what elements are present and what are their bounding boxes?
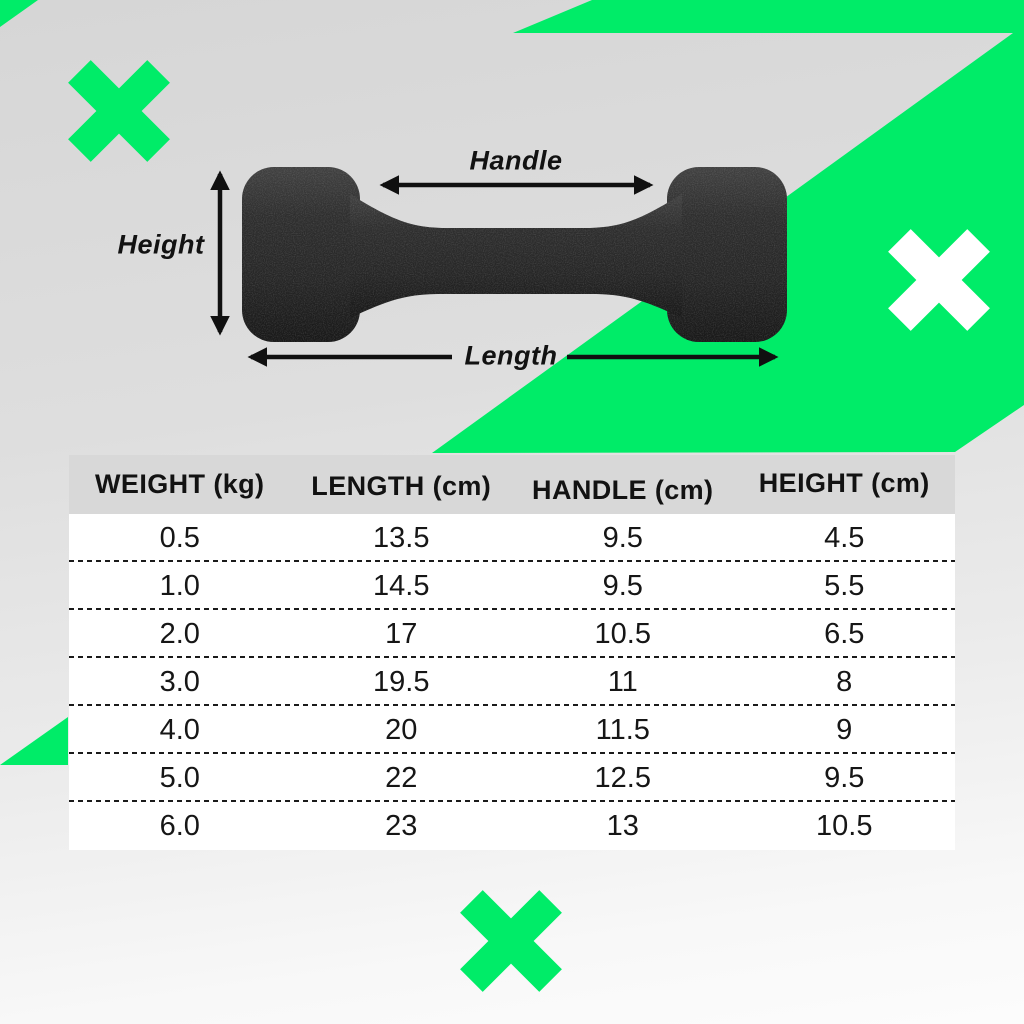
- cell-height: 6.5: [824, 617, 865, 650]
- cell-weight: 3.0: [159, 665, 200, 698]
- table-row: [69, 754, 955, 802]
- table-row: [69, 706, 955, 754]
- cell-handle: 9.5: [602, 569, 643, 602]
- cell-length: 14.5: [373, 569, 430, 602]
- length-label: Length: [464, 340, 558, 371]
- cell-height: 10.5: [816, 809, 873, 842]
- cell-length: 20: [385, 713, 418, 746]
- bottom-green-cross-icon: [432, 862, 590, 1020]
- cell-height: 9.5: [824, 761, 865, 794]
- spec-table-header-row: [69, 455, 955, 514]
- top-left-corner-triangle: [0, 0, 38, 27]
- cell-handle: 13: [606, 809, 639, 842]
- spec-table-body: [69, 514, 955, 850]
- header-height: HEIGHT (cm): [758, 468, 930, 498]
- cell-weight: 1.0: [159, 569, 200, 602]
- cell-weight: 6.0: [159, 809, 200, 842]
- header-weight: WEIGHT (kg): [95, 469, 265, 499]
- cell-length: 17: [385, 617, 418, 650]
- table-row: [69, 514, 955, 562]
- cell-length: 19.5: [373, 665, 430, 698]
- cell-weight: 4.0: [159, 713, 200, 746]
- cell-weight: 5.0: [159, 761, 200, 794]
- cell-height: 4.5: [824, 521, 865, 554]
- table-row: [69, 610, 955, 658]
- spec-table: [69, 455, 955, 850]
- cell-height: 9: [836, 713, 853, 746]
- table-row: [69, 658, 955, 706]
- cell-weight: 2.0: [159, 617, 200, 650]
- cell-handle: 12.5: [594, 761, 651, 794]
- table-row: [69, 562, 955, 610]
- cell-handle: 9.5: [602, 521, 643, 554]
- cell-handle: 10.5: [594, 617, 651, 650]
- height-label: Height: [117, 229, 205, 260]
- header-handle: HANDLE (cm): [532, 475, 714, 505]
- dumbbell-texture: [242, 167, 787, 342]
- green-cross-icon: [40, 32, 198, 190]
- table-row: [69, 802, 955, 850]
- cell-weight: 0.5: [159, 521, 200, 554]
- handle-label: Handle: [469, 145, 563, 176]
- cell-length: 13.5: [373, 521, 430, 554]
- cell-length: 23: [385, 809, 418, 842]
- cell-height: 5.5: [824, 569, 865, 602]
- cell-height: 8: [836, 665, 853, 698]
- cell-handle: 11.5: [595, 713, 650, 746]
- cell-length: 22: [385, 761, 418, 794]
- cell-handle: 11: [607, 665, 638, 698]
- left-mid-triangle: [0, 717, 68, 765]
- header-length: LENGTH (cm): [311, 471, 492, 501]
